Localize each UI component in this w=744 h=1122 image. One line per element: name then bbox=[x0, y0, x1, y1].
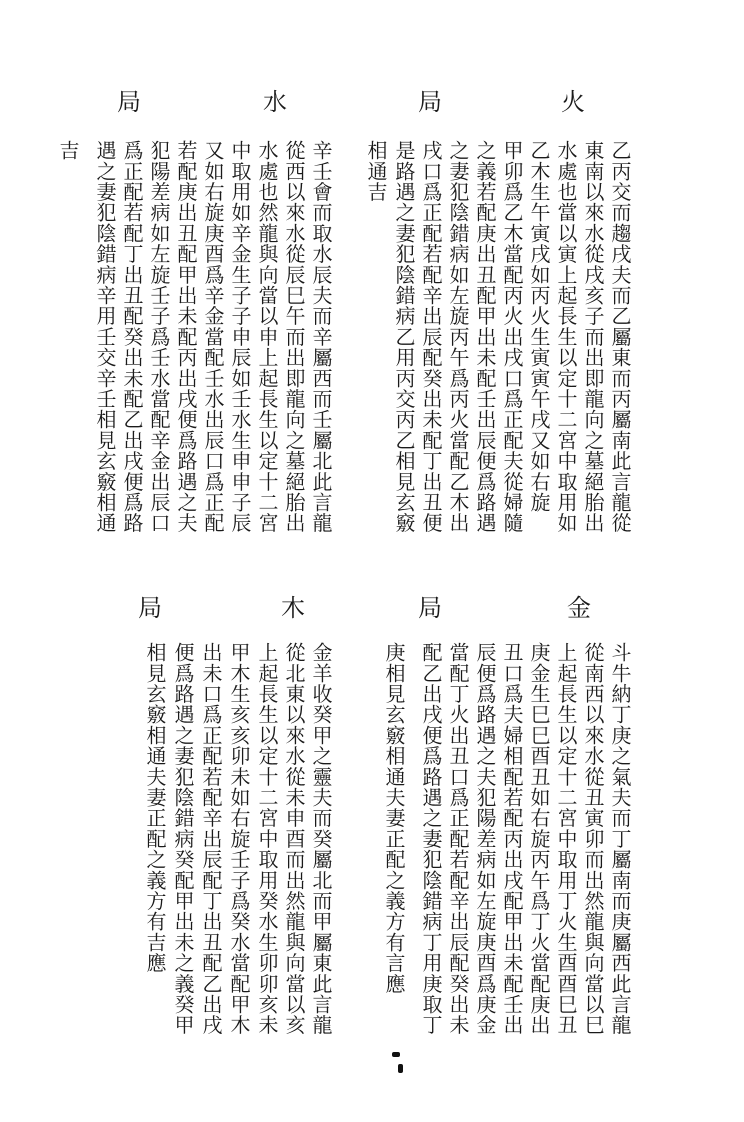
heading-fire: 火 bbox=[561, 88, 585, 116]
text-column: 之妻犯陰錯病如左旋丙午爲丙火當配乙木出 bbox=[446, 140, 470, 534]
heading-ju-1: 局 bbox=[418, 88, 442, 116]
text-column: 斗牛納丁庚之氣夫而丁屬南而庚屬西此言龍 bbox=[608, 642, 632, 1036]
ink-speck bbox=[398, 1064, 403, 1073]
text-column: 遇之妻犯陰錯病辛用壬交辛壬相見玄竅相通 bbox=[93, 140, 117, 534]
text-column: 便爲路遇之妻犯陰錯病癸配甲出未之義癸甲 bbox=[171, 642, 195, 1036]
text-column: 中取用如辛金生子子申辰如壬水生申申子辰 bbox=[228, 140, 252, 534]
text-column: 相通吉 bbox=[364, 140, 388, 203]
text-column: 乙木生午寅戌如丙火生寅寅午戌又如右旋 bbox=[527, 140, 551, 513]
text-column: 相見玄竅相通夫妻正配之義方有吉應 bbox=[143, 642, 167, 974]
text-column: 庚相見玄竅相通夫妻正配之義方有言應 bbox=[382, 642, 406, 994]
text-column: 乙丙交而趨戌夫而乙屬東而丙屬南此言龍從 bbox=[608, 140, 632, 534]
heading-metal: 金 bbox=[567, 594, 591, 622]
heading-water: 水 bbox=[263, 88, 287, 116]
text-column: 甲卯爲乙木當配丙火出戌口爲正配夫從婦隨 bbox=[500, 140, 524, 534]
text-column: 爲正配若配丁出丑配癸出未配乙出戌便爲路 bbox=[120, 140, 144, 534]
text-column: 東南以來水從戌亥子而出即龍向之墓絕胎出 bbox=[581, 140, 605, 534]
text-column: 戌口爲正配若配辛出辰配癸出未配丁出丑便 bbox=[419, 140, 443, 534]
text-column: 水處也然龍與向當以申上起長生以定十二宮 bbox=[255, 140, 279, 534]
ink-speck bbox=[392, 1052, 400, 1057]
text-column: 辛壬會而取水辰夫而辛屬西而壬屬北此言龍 bbox=[309, 140, 333, 534]
text-column: 水處也當以寅上起長生以定十二宮中取用如 bbox=[554, 140, 578, 534]
text-column: 是路遇之妻犯陰錯病乙用丙交丙乙相見玄竅 bbox=[392, 140, 416, 534]
text-column: 金羊收癸甲之靈夫而癸屬北而甲屬東此言龍 bbox=[309, 642, 333, 1036]
text-column: 丑口爲夫婦相配若配丙出戌配甲出未配壬出 bbox=[500, 642, 524, 1036]
text-column: 庚金生巳巳酉丑如右旋丙午爲丁火當配庚出 bbox=[527, 642, 551, 1036]
text-column: 上起長生以定十二宮中取用丁火生酉酉巳丑 bbox=[554, 642, 578, 1036]
text-column: 配乙出戌便爲路遇之妻犯陰錯病丁用庚取丁 bbox=[419, 642, 443, 1036]
text-column: 甲木生亥亥卯未如右旋壬子爲癸水當配甲木 bbox=[227, 642, 251, 1036]
text-column: 從北東以來水從未申酉而出然龍與向當以亥 bbox=[282, 642, 306, 1036]
text-column: 從西以來水從辰巳午而出即龍向之墓絕胎出 bbox=[282, 140, 306, 534]
text-column: 又如右旋庚酉爲辛金當配壬水出辰口爲正配 bbox=[201, 140, 225, 534]
text-column: 上起長生以定十二宮中取用癸水生卯卯亥未 bbox=[255, 642, 279, 1036]
text-column: 之義若配庚出丑配甲出未配壬出辰便爲路遇 bbox=[473, 140, 497, 534]
text-column: 若配庚出丑配甲出未配丙出戌便爲路遇之夫 bbox=[174, 140, 198, 534]
heading-ju-4: 局 bbox=[138, 594, 162, 622]
text-column: 吉 bbox=[56, 140, 80, 161]
heading-ju-2: 局 bbox=[117, 88, 141, 116]
text-column: 出未口爲正配若配辛出辰配丁出丑配乙出戌 bbox=[199, 642, 223, 1036]
text-column: 辰便爲路遇之夫犯陽差病如左旋庚酉爲庚金 bbox=[473, 642, 497, 1036]
text-column: 犯陽差病如左旋壬子爲壬水當配辛金出辰口 bbox=[147, 140, 171, 534]
text-column: 從南西以來水從丑寅卯而出然龍與向當以巳 bbox=[581, 642, 605, 1036]
heading-ju-3: 局 bbox=[418, 594, 442, 622]
text-column: 當配丁火出丑口爲正配若配辛出辰配癸出未 bbox=[446, 642, 470, 1036]
heading-wood: 木 bbox=[281, 594, 305, 622]
